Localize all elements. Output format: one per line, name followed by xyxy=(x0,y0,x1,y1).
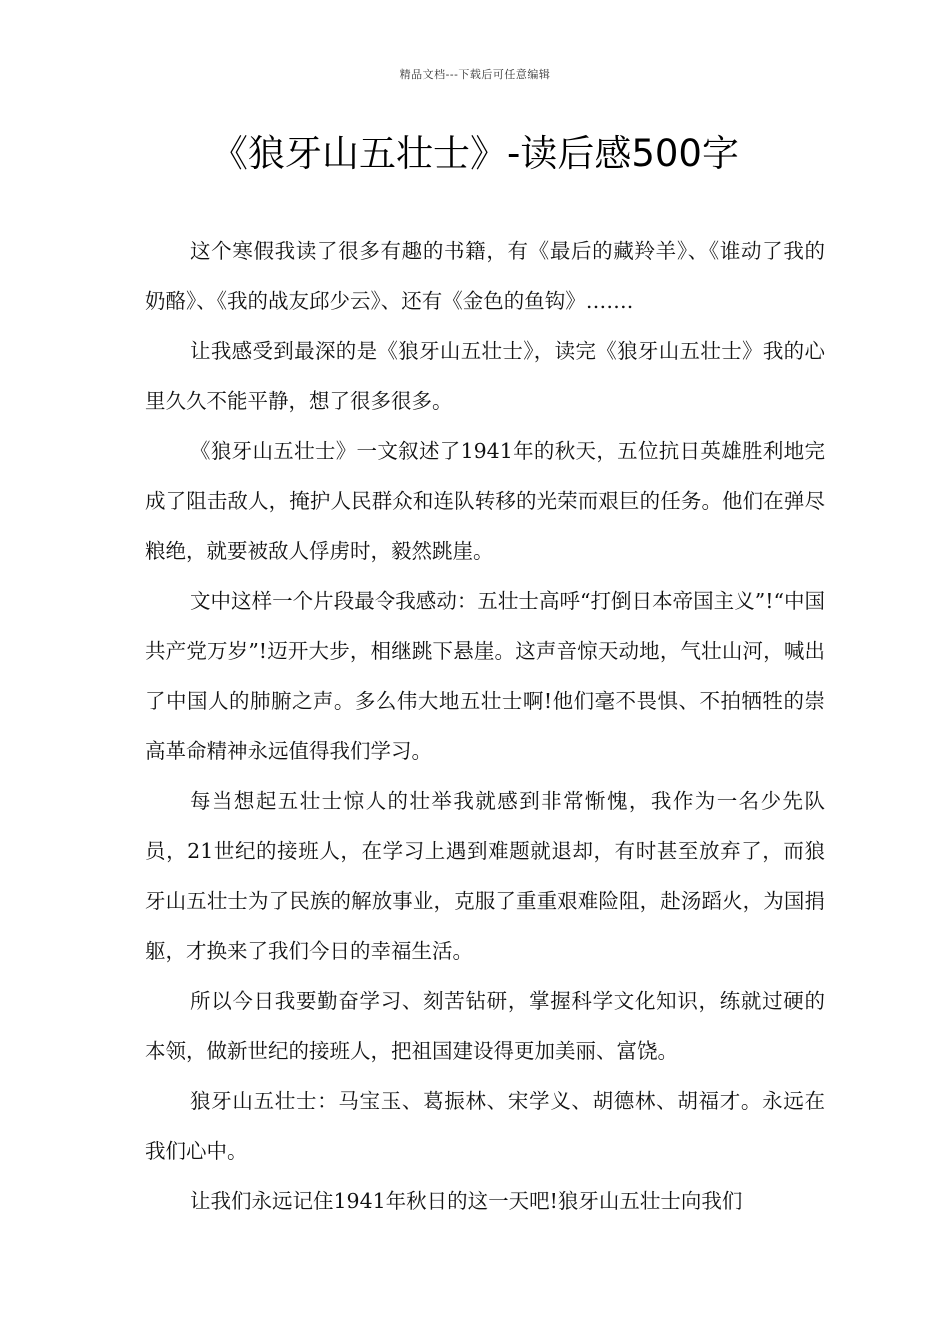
paragraph: 每当想起五壮士惊人的壮举我就感到非常惭愧，我作为一名少先队员，21世纪的接班人，在学习上遇到难题就退却，有时甚至放弃了，而狼牙山五壮士为了民族的解放事业，克服了重重艰难险阻，赴汤蹈火，为国捐躯，才换来了我们今日的幸福生活。 xyxy=(145,789,825,963)
paragraph: 让我们永远记住1941年秋日的这一天吧!狼牙山五壮士向我们 xyxy=(190,1189,743,1213)
page-header: 精品文档---下载后可任意编辑 xyxy=(399,68,551,81)
paragraph: 让我感受到最深的是《狼牙山五壮士》，读完《狼牙山五壮士》我的心里久久不能平静，想了很多很多。 xyxy=(145,339,825,413)
paragraph: 这个寒假我读了很多有趣的书籍，有《最后的藏羚羊》、《谁动了我的奶酪》、《我的战友邱少云》、还有《金色的鱼钩》……. xyxy=(145,239,825,313)
paragraph: 文中这样一个片段最令我感动：五壮士高呼“打倒日本帝国主义”!“中国共产党万岁”!迈开大步，相继跳下悬崖。这声音惊天动地，气壮山河，喊出了中国人的肺腑之声。多么伟大地五壮士啊!他们毫不畏惧、不拍牺牲的崇高革命精神永远值得我们学习。 xyxy=(145,589,825,763)
document-title: 《狼牙山五壮士》-读后感500字 xyxy=(211,132,739,175)
paragraph: 狼牙山五壮士：马宝玉、葛振林、宋学义、胡德林、胡福才。永远在我们心中。 xyxy=(145,1089,825,1163)
paragraph: 所以今日我要勤奋学习、刻苦钻研，掌握科学文化知识，练就过硬的本领，做新世纪的接班人，把祖国建设得更加美丽、富饶。 xyxy=(145,989,825,1063)
document-body xyxy=(145,226,825,1226)
paragraph: 《狼牙山五壮士》一文叙述了1941年的秋天，五位抗日英雄胜利地完成了阻击敌人，掩护人民群众和连队转移的光荣而艰巨的任务。他们在弹尽粮绝，就要被敌人俘虏时，毅然跳崖。 xyxy=(145,439,825,563)
